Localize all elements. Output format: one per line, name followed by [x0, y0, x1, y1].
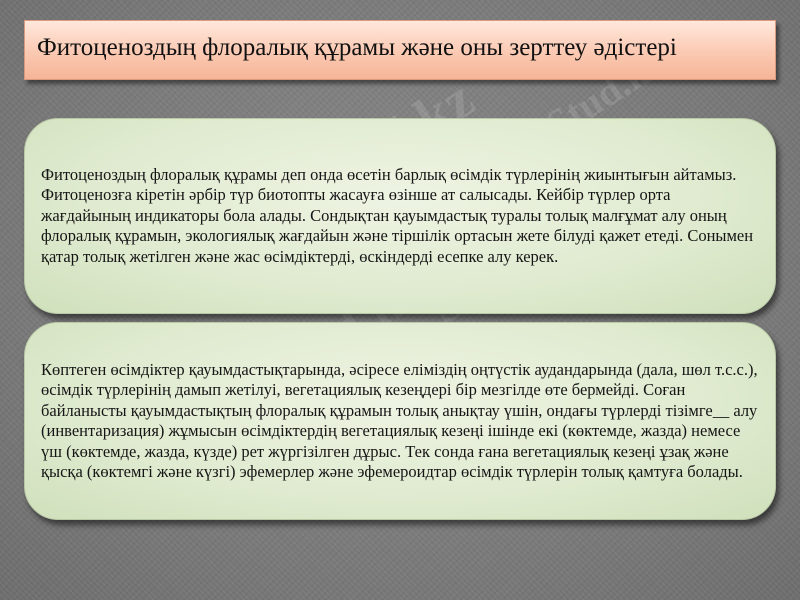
slide-title: Фитоценоздың флоралық құрамы және оны зерттеу әдістері: [37, 34, 677, 61]
paragraph-2: Көптеген өсімдіктер қауымдастықтарында, әсіресе еліміздің оңтүстік аудандарында (дала, шөл т.с.с.), өсімдік түрлерінің дамып жетілуі, вегетациялық кезеңдері бір мезгілде өте бермейді. Соған байланысты қауымдастықтың флоралық құрамын толық анықтау үшін, ондағы түрлерді тізімге__ алу (инвентаризация) жұмысын өсімдіктердің вегетациялық кезеңі ішінде екі (көктемде, жазда) немесе үш (көктемде, жазда, күзде) рет жүргізілген дұрыс. Тек сонда ғана вегетациялық кезеңі ұзақ және қысқа (көктемгі және күзгі) эфемерлер және эфемероидтар өсімдік түрлерін толық қамтуға болады.: [41, 359, 758, 481]
paragraph-1: Фитоценоздың флоралық құрамы деп онда өсетін барлық өсімдік түрлерінің жиынтығын айтамыз. Фитоценозға кіретін әрбір түр биотопты жасауға өзінше ат салысады. Кейбір түрлер орта жағдайының индикаторы бола алады. Сондықтан қауымдастық туралы толық малғұмат алу оның флоралық құрамын, экологиялық жағдайын және тіршілік ортасын жете білуді қажет етеді. Сонымен қатар толық жетілген және жас өсімдіктерді, өскіндерді есепке алу керек.: [41, 164, 754, 266]
content-panel-2: [24, 322, 776, 520]
watermark-text: Stud.kz: [537, 39, 673, 148]
slide-title-bar: [24, 20, 776, 80]
content-panel-1: [24, 118, 776, 314]
